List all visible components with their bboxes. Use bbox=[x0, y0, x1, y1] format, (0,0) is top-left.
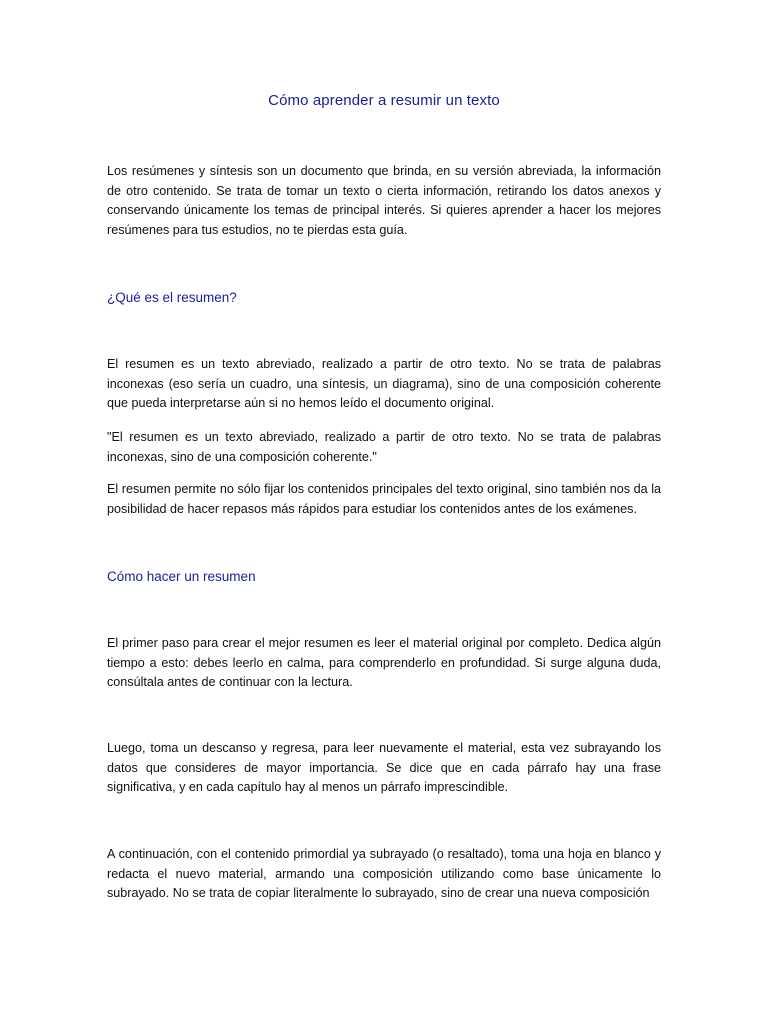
section1-paragraph-3: El resumen permite no sólo fijar los contenidos principales del texto original, sino también nos da la posibilidad de hacer repasos más rápidos para estudiar los contenidos antes de los exámenes. bbox=[107, 482, 661, 516]
section2-paragraph-3: A continuación, con el contenido primordial ya subrayado (o resaltado), toma una hoja en blanco y redacta el nuevo material, armando una composición utilizando como base únicamente lo subrayado. No se trata de copiar literalmente lo subrayado, sino de crear una nueva composición bbox=[107, 847, 661, 900]
section-heading-como-hacer: Cómo hacer un resumen bbox=[107, 569, 256, 584]
section2-paragraph-2: Luego, toma un descanso y regresa, para leer nuevamente el material, esta vez subrayando los datos que consideres de mayor importancia. Se dice que en cada párrafo hay una frase significativa, y en cada capítulo hay al menos un párrafo imprescindible. bbox=[107, 741, 661, 794]
section2-paragraph-1: El primer paso para crear el mejor resumen es leer el material original por completo. Dedica algún tiempo a esto: debes leerlo en calma, para comprenderlo en profundidad. Si surge alguna duda, consúltala antes de continuar con la lectura. bbox=[107, 636, 661, 689]
section1-paragraph-1: El resumen es un texto abreviado, realizado a partir de otro texto. No se trata de palabras inconexas (eso sería un cuadro, una síntesis, un diagrama), sino de una composición coherente que pueda interpretarse aún si no hemos leído el documento original. bbox=[107, 357, 661, 410]
document-title: Cómo aprender a resumir un texto bbox=[268, 92, 500, 109]
intro-paragraph: Los resúmenes y síntesis son un documento que brinda, en su versión abreviada, la información de otro contenido. Se trata de tomar un texto o cierta información, retirando los datos anexos y conservando únicamente los temas de principal interés. Si quieres aprender a hacer los mejores resúmenes para tus estudios, no te pierdas esta guía. bbox=[107, 164, 661, 237]
section-heading-que-es: ¿Qué es el resumen? bbox=[107, 290, 237, 305]
section1-quote-paragraph: "El resumen es un texto abreviado, realizado a partir de otro texto. No se trata de palabras inconexas, sino de una composición coherente." bbox=[107, 430, 661, 464]
